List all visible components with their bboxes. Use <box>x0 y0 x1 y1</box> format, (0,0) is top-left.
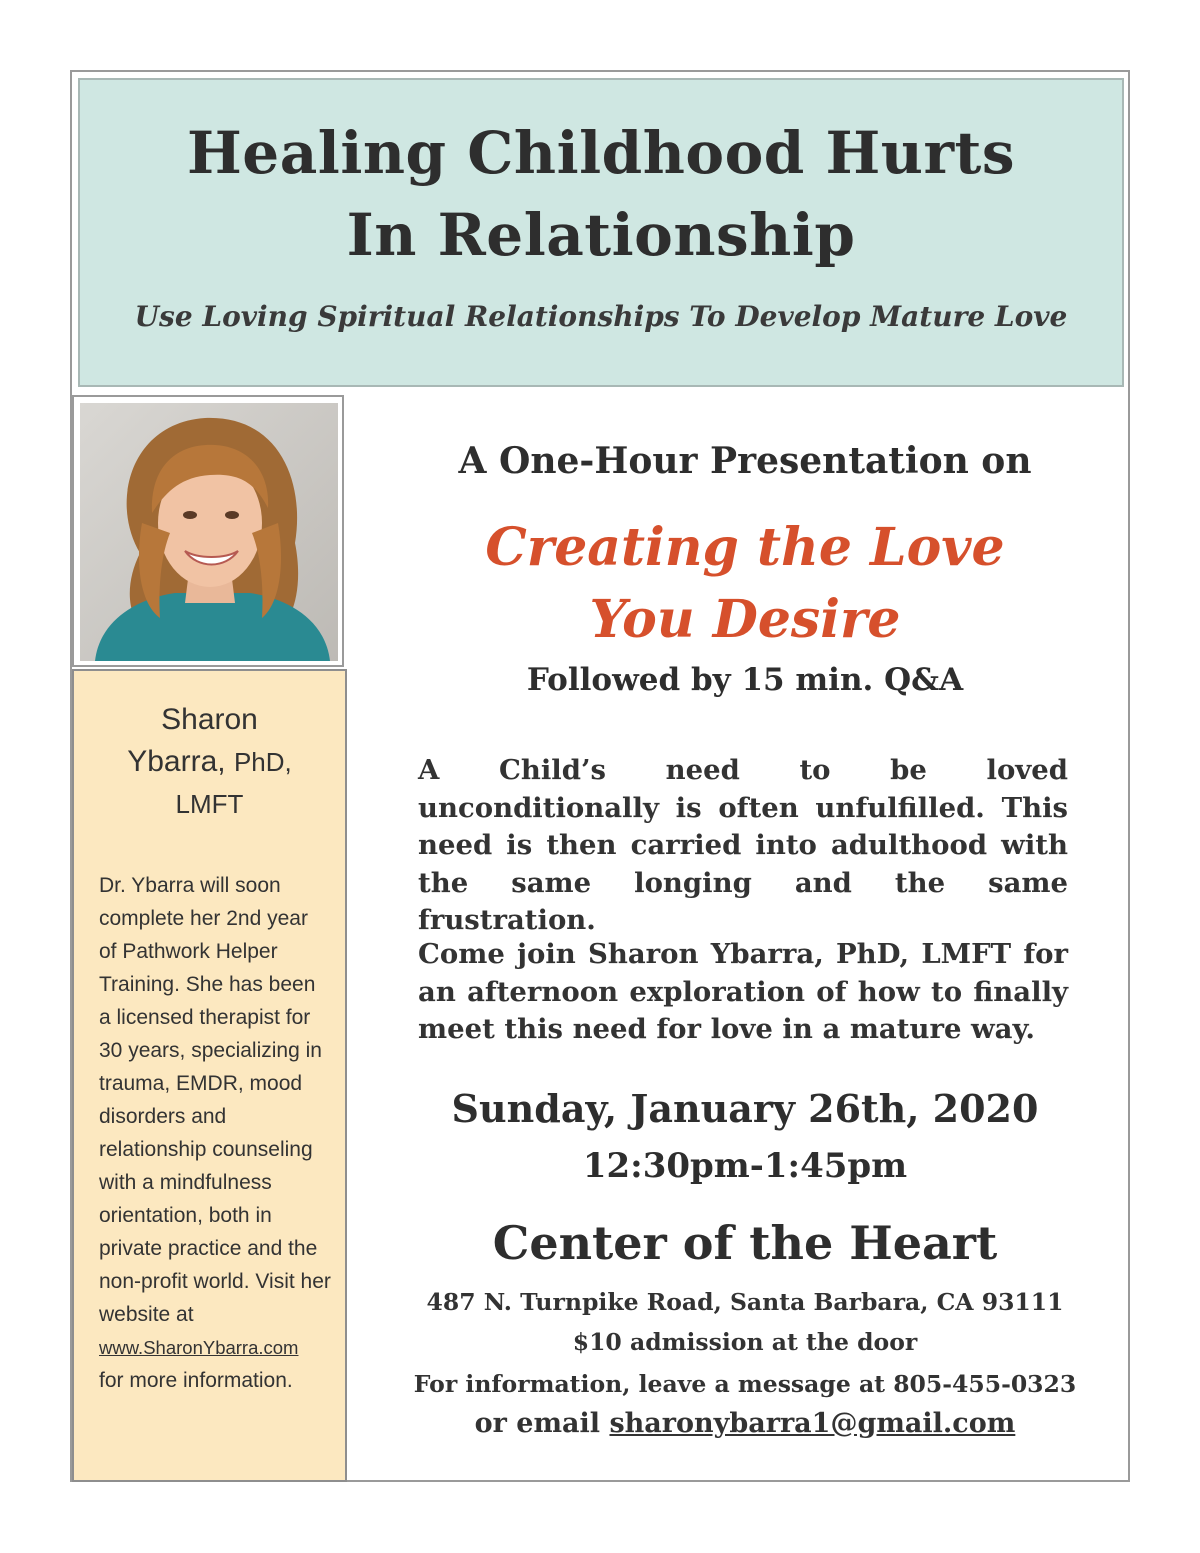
event-admission: $10 admission at the door <box>572 1328 918 1356</box>
contact-email-line <box>400 1408 1090 1439</box>
speaker-last-name: Ybarra, <box>127 745 226 778</box>
event-venue: Center of the Heart <box>492 1216 998 1270</box>
speaker-credential-lmft: LMFT <box>175 789 244 819</box>
event-time: 12:30pm-1:45pm <box>582 1146 908 1186</box>
presentation-title-line-1: Creating the Love <box>485 517 1005 578</box>
description-paragraph-1: A Child’s need to be loved unconditionally is often unfulfilled. This need is then carried into adulthood with the same longing and the same frustration. <box>418 754 1068 936</box>
description-paragraph-2: Come join Sharon Ybarra, PhD, LMFT for an afternoon exploration of how to finally meet this need for love in a mature way. <box>418 938 1068 1045</box>
presentation-intro: A One-Hour Presentation on <box>458 440 1032 482</box>
speaker-photo <box>72 395 344 667</box>
event-date: Sunday, January 26th, 2020 <box>451 1086 1039 1131</box>
speaker-first-name: Sharon <box>161 703 258 736</box>
speaker-credential-phd: PhD, <box>233 747 292 777</box>
presentation-title-line-2: You Desire <box>589 589 901 650</box>
speaker-portrait-image <box>80 403 338 661</box>
flyer-subtitle: Use Loving Spiritual Relationships To Develop Mature Love <box>134 300 1068 333</box>
title-line-1: Healing Childhood Hurts <box>187 119 1015 187</box>
flyer-header <box>78 78 1124 387</box>
speaker-bio <box>99 869 331 1397</box>
qa-note: Followed by 15 min. Q&A <box>526 662 964 698</box>
presentation-title <box>400 512 1090 656</box>
speaker-bio-panel <box>72 669 347 1482</box>
flyer-title <box>80 112 1122 276</box>
speaker-website-link[interactable]: www.SharonYbarra.com <box>99 1337 299 1358</box>
contact-phone: For information, leave a message at 805-455-0323 <box>413 1370 1077 1398</box>
title-line-2: In Relationship <box>346 201 856 269</box>
event-address: 487 N. Turnpike Road, Santa Barbara, CA 93111 <box>426 1288 1064 1316</box>
email-prefix: or email <box>474 1408 601 1439</box>
speaker-bio-end: for more information. <box>99 1369 293 1392</box>
speaker-bio-text: Dr. Ybarra will soon complete her 2nd year of Pathwork Helper Training. She has been a licensed therapist for 30 years, specializing in trauma, EMDR, mood disorders and relationship counseling with a mindfulness orientation, both in private practice and the non-profit world. Visit her website at <box>99 874 331 1326</box>
contact-email-link[interactable]: sharonybarra1@gmail.com <box>609 1408 1016 1439</box>
speaker-name <box>84 699 335 825</box>
